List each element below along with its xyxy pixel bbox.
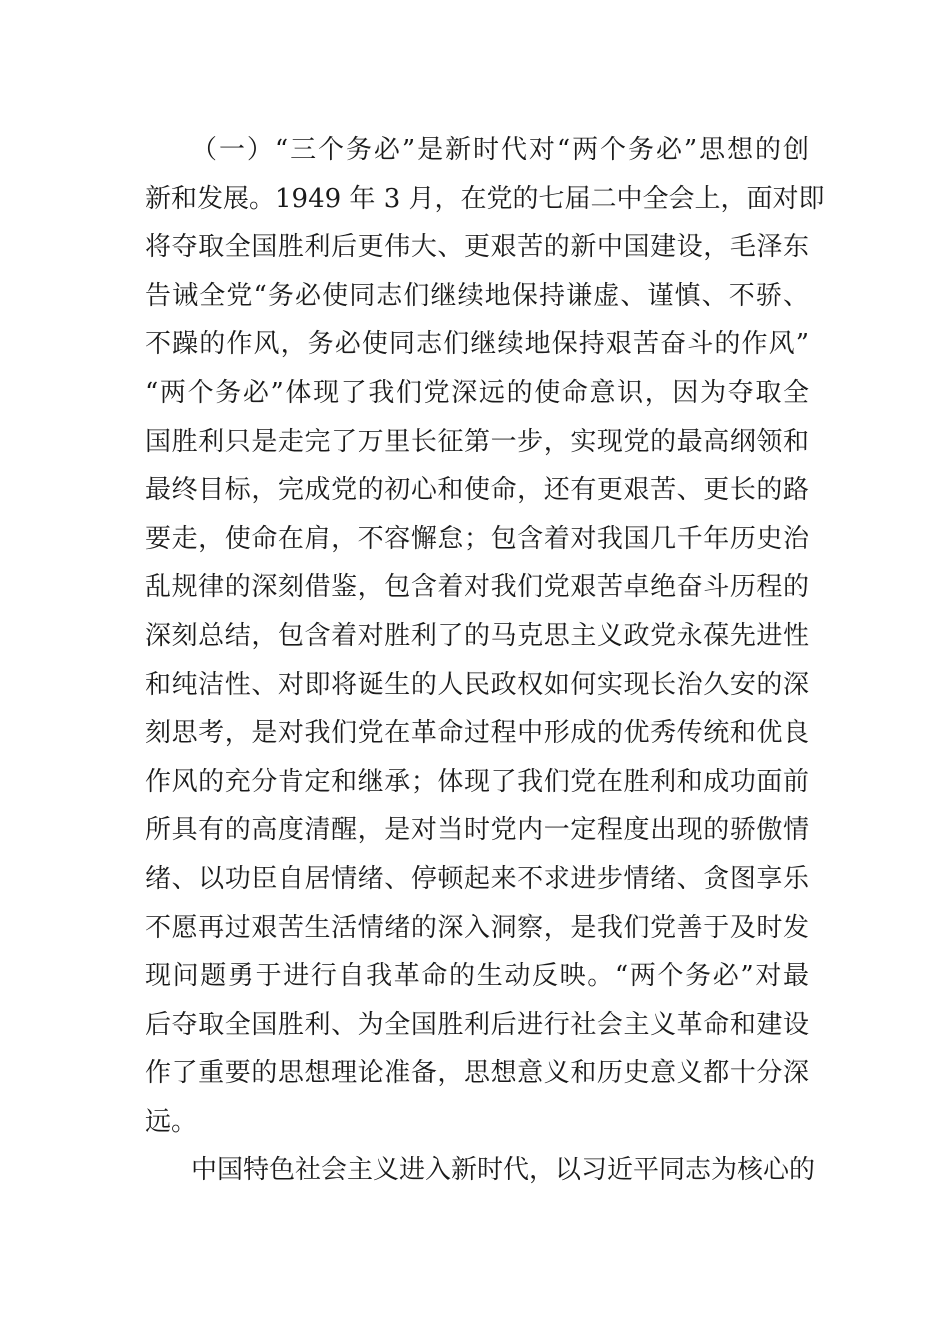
text-line: 所具有的高度清醒，是对当时党内一定程度出现的骄傲情 xyxy=(145,815,809,846)
paragraph-2 xyxy=(145,1146,816,1195)
paragraph-1 xyxy=(145,126,825,1146)
text-line: 中国特色社会主义进入新时代，以习近平同志为核心的 xyxy=(191,1155,816,1186)
text-line: （一）“三个务必”是新时代对“两个务必”思想的创 xyxy=(191,135,809,165)
text-line: 新和发展。1949 年 3 月，在党的七届二中全会上，面对即 xyxy=(145,183,825,214)
text-line: 告诫全党“务必使同志们继续地保持谦虚、谨慎、不骄、 xyxy=(145,280,809,311)
text-line: 不愿再过艰苦生活情绪的深入洞察，是我们党善于及时发 xyxy=(145,912,809,943)
text-line: 不躁的作风，务必使同志们继续地保持艰苦奋斗的作风” xyxy=(145,329,809,360)
text-line: “两个务必”体现了我们党深远的使命意识，因为夺取全 xyxy=(145,377,809,408)
text-line: 远。 xyxy=(145,1106,198,1137)
text-line: 作风的充分肯定和继承；体现了我们党在胜利和成功面前 xyxy=(145,766,809,797)
text-line: 要走，使命在肩，不容懈怠；包含着对我国几千年历史治 xyxy=(145,523,809,554)
text-line: 和纯洁性、对即将诞生的人民政权如何实现长治久安的深 xyxy=(145,669,809,700)
text-line: 最终目标，完成党的初心和使命，还有更艰苦、更长的路 xyxy=(145,475,809,506)
text-line: 乱规律的深刻借鉴，包含着对我们党艰苦卓绝奋斗历程的 xyxy=(145,572,809,603)
text-line: 国胜利只是走完了万里长征第一步，实现党的最高纲领和 xyxy=(145,426,809,457)
text-line: 将夺取全国胜利后更伟大、更艰苦的新中国建设，毛泽东 xyxy=(145,232,809,263)
text-line: 绪、以功臣自居情绪、停顿起来不求进步情绪、贪图享乐 xyxy=(145,863,809,894)
text-line: 深刻总结，包含着对胜利了的马克思主义政党永葆先进性 xyxy=(145,620,809,651)
text-line: 刻思考，是对我们党在革命过程中形成的优秀传统和优良 xyxy=(145,718,809,749)
text-line: 作了重要的思想理论准备，思想意义和历史意义都十分深 xyxy=(145,1058,809,1089)
text-line: 现问题勇于进行自我革命的生动反映。“两个务必”对最 xyxy=(145,961,809,992)
document-body xyxy=(145,126,825,1195)
text-line: 后夺取全国胜利、为全国胜利后进行社会主义革命和建设 xyxy=(145,1009,809,1040)
